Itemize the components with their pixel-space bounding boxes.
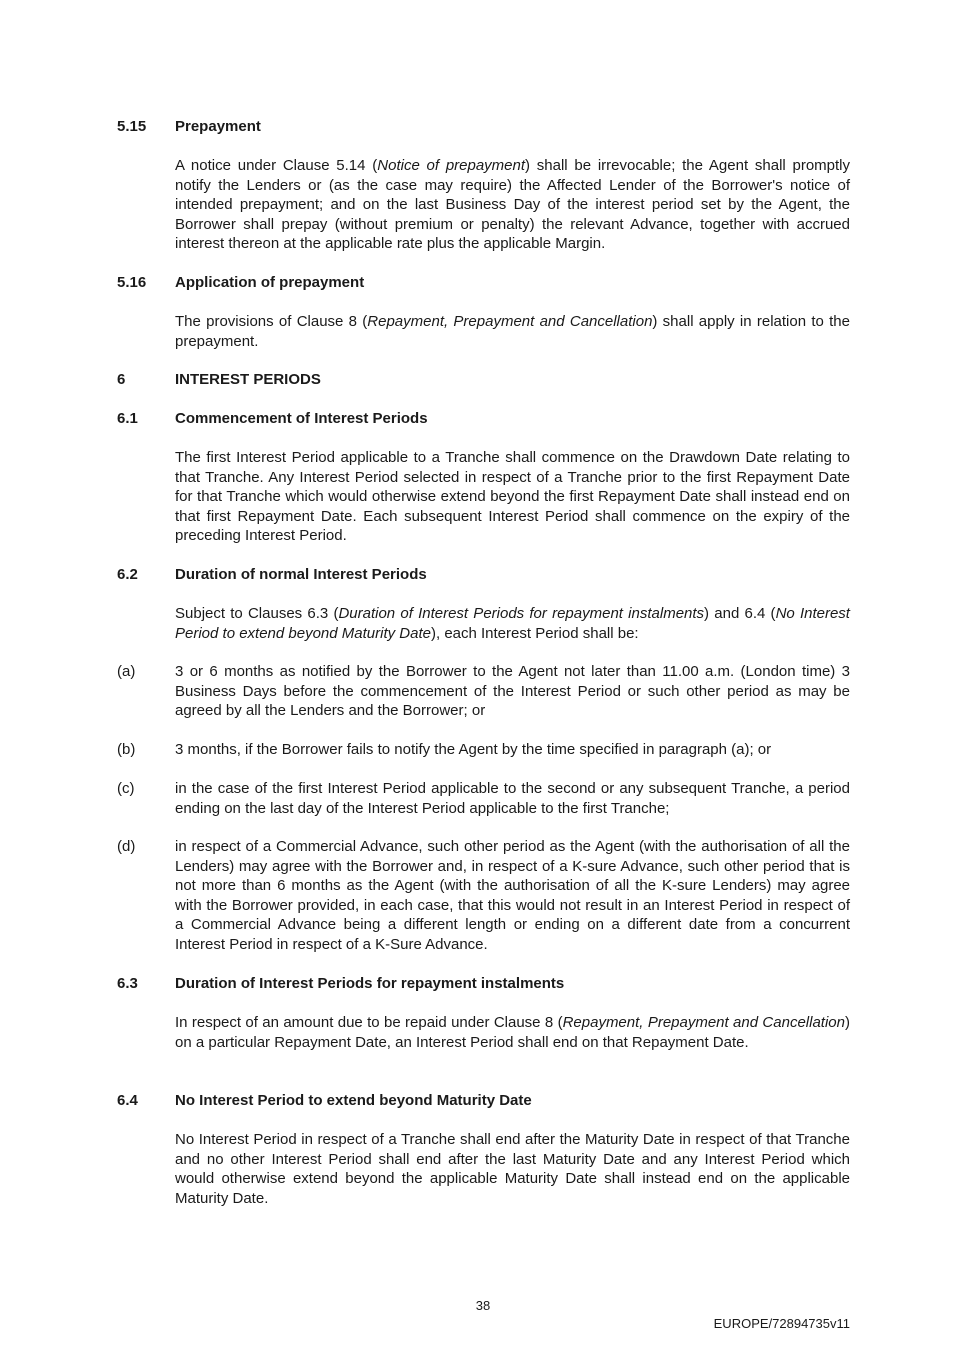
- section-title: INTEREST PERIODS: [175, 371, 321, 388]
- section-title: Prepayment: [175, 118, 261, 135]
- document-reference: EUROPE/72894735v11: [713, 1316, 850, 1331]
- list-item-label: (b): [117, 741, 136, 758]
- list-item-text: in the case of the first Interest Period applicable to the second or any subsequent Tranche, a period ending on the last day of the Interest Period applicable to the first Tranche;: [175, 780, 850, 817]
- section-title: Commencement of Interest Periods: [175, 410, 428, 427]
- paragraph-6-2: [175, 604, 850, 643]
- section-title: Application of prepayment: [175, 274, 365, 291]
- text-run: Subject to Clauses 6.3 (: [175, 605, 339, 622]
- italic-text-run: No Interest Period to extend beyond Maturity Date: [175, 605, 850, 642]
- italic-text-run: Duration of Interest Periods for repayment instalments: [338, 605, 705, 622]
- paragraph-6-3: [175, 1013, 850, 1052]
- page-number: 38: [475, 1298, 491, 1313]
- text-run: ) shall apply in relation to the prepayment.: [175, 313, 850, 350]
- section-title: Duration of Interest Periods for repayment instalments: [175, 975, 565, 992]
- paragraph-5-15: [175, 156, 850, 254]
- paragraph-5-16: [175, 312, 850, 351]
- italic-text-run: Repayment, Prepayment and Cancellation: [367, 313, 653, 330]
- section-number: 6.1: [117, 410, 138, 427]
- list-item-label: (c): [117, 780, 135, 797]
- text-run: ) on a particular Repayment Date, an Interest Period shall end on that Repayment Date.: [175, 1014, 850, 1051]
- text-run: The provisions of Clause 8 (: [175, 313, 368, 330]
- italic-text-run: Repayment, Prepayment and Cancellation: [562, 1014, 845, 1031]
- text-run: ) shall be irrevocable; the Agent shall promptly notify the Lenders or (as the case may require) the Affected Lender of the Borrower's notice of intended prepayment; and on the last Business Day of the interest period set by the Agent, the Borrower shall prepay (without premium or penalty) the relevant Advance, together with accrued interest thereon at the applicable rate plus the applicable Margin.: [175, 157, 851, 252]
- paragraph-6-1: The first Interest Period applicable to a Tranche shall commence on the Drawdown Date relating to that Tranche. Any Interest Period selected in respect of a Tranche prior to the first Repayment Date for that Tranche which would otherwise extend beyond the first Repayment Date shall instead end on that first Repayment Date. Each subsequent Interest Period shall commence on the expiry of the preceding Interest Period.: [175, 449, 850, 544]
- list-item-text: in respect of a Commercial Advance, such other period as the Agent (with the authorisation of all the Lenders) may agree with the Borrower and, in respect of a K-sure Advance, such other period that is not more than 6 months as the Agent (with the authorisation of all the K-sure Lenders) may agree with the Borrower provided, in each case, that this would not result in an Interest Period in respect of a Commercial Advance being a different length or ending on a different date from a concurrent Interest Period in respect of a K-Sure Advance.: [175, 838, 850, 953]
- list-item-text: 3 months, if the Borrower fails to notify the Agent by the time specified in paragraph (a); or: [175, 741, 772, 758]
- list-item-text: 3 or 6 months as notified by the Borrower to the Agent not later than 11.00 a.m. (London time) 3 Business Days before the commencement of the Interest Period or such other period as may be agreed by all the Lenders and the Borrower; or: [175, 663, 850, 719]
- section-number: 6: [117, 371, 126, 388]
- list-item-label: (d): [117, 838, 136, 855]
- section-number: 6.3: [117, 975, 138, 992]
- text-run: ) and 6.4 (: [704, 605, 776, 622]
- section-title: No Interest Period to extend beyond Maturity Date: [175, 1092, 532, 1109]
- italic-text-run: Notice of prepayment: [377, 157, 526, 174]
- text-run: In respect of an amount due to be repaid under Clause 8 (: [175, 1014, 563, 1031]
- list-item-label: (a): [117, 663, 136, 680]
- section-number: 6.4: [117, 1092, 138, 1109]
- section-number: 6.2: [117, 566, 138, 583]
- section-number: 5.15: [117, 118, 147, 135]
- text-run: ), each Interest Period shall be:: [430, 624, 639, 642]
- text-run: A notice under Clause 5.14 (: [175, 157, 378, 174]
- paragraph-6-4: No Interest Period in respect of a Tranche shall end after the Maturity Date in respect of that Tranche and no other Interest Period shall end after the last Maturity Date and any Interest Period which would otherwise extend beyond the applicable Maturity Date shall instead end on the applicable Maturity Date.: [175, 1131, 850, 1207]
- section-number: 5.16: [117, 274, 147, 291]
- section-title: Duration of normal Interest Periods: [175, 566, 427, 583]
